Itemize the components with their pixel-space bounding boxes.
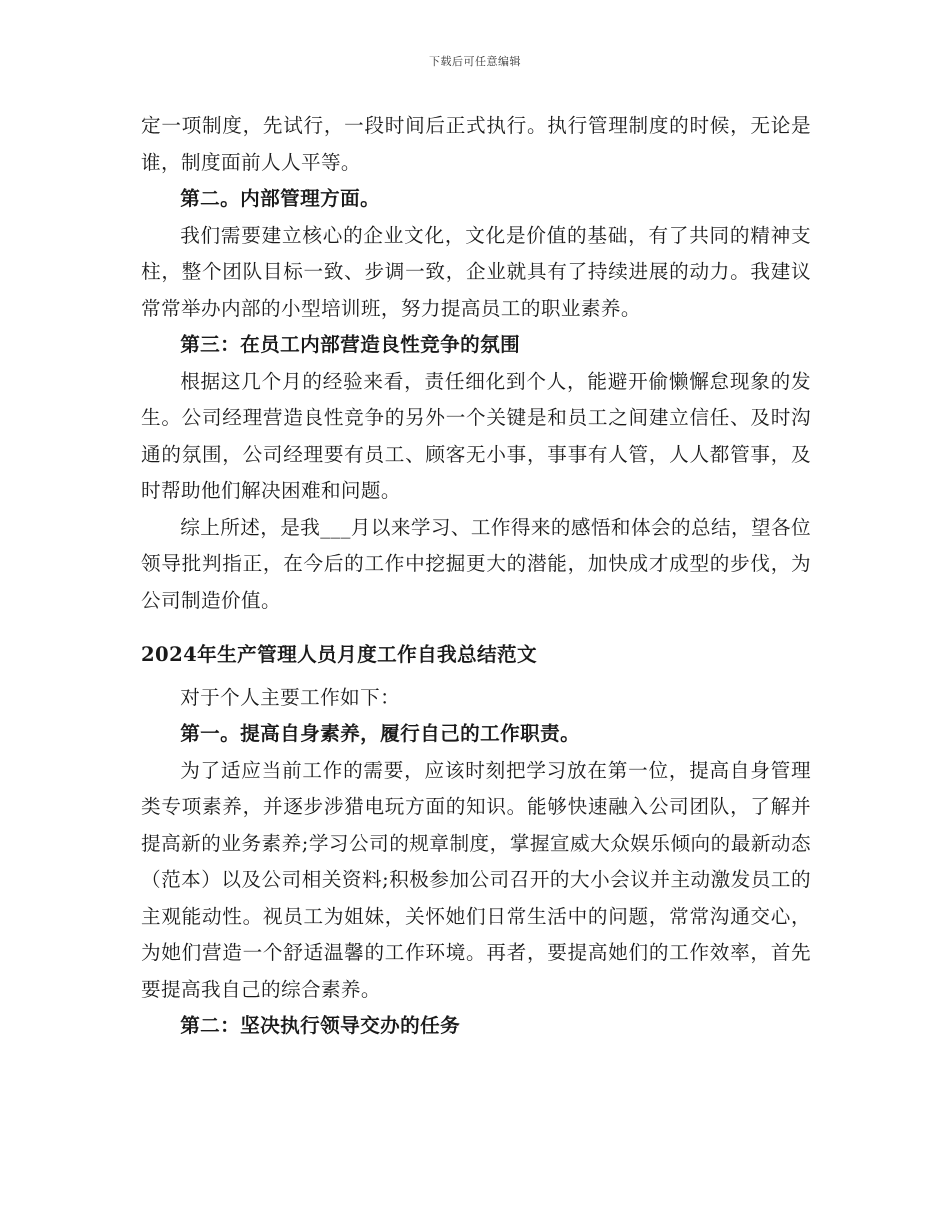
paragraph: 为了适应当前工作的需要，应该时刻把学习放在第一位，提高自身管理类专项素养，并逐步涉猎电玩方面的知识。能够快速融入公司团队，了解并提高新的业务素养;学习公司的规章制度，掌握宣威大众娱乐倾向的最新动态（范本）以及公司相关资料;积极参加公司召开的大小会议并主动激发员工的主观能动性。视员工为姐妹，关怀她们日常生活中的问题，常常沟通交心，为她们营造一个舒适温馨的工作环境。再者，要提高她们的工作效率，首先要提高我自己的综合素养。 xyxy=(141,758,811,1001)
paragraph: 定一项制度，先试行，一段时间后正式执行。执行管理制度的时候，无论是谁，制度面前人人平等。 xyxy=(141,114,811,174)
section-heading: 第三：在员工内部营造良性竞争的氛围 xyxy=(180,333,521,356)
document-body xyxy=(141,108,811,1045)
section-heading: 第一。提高自身素养，履行自己的工作职责。 xyxy=(180,722,581,745)
section-heading: 第二：坚决执行领导交办的任务 xyxy=(180,1014,461,1037)
document-title: 2024年生产管理人员月度工作自我总结范文 xyxy=(141,643,538,666)
paragraph: 对于个人主要工作如下： xyxy=(180,685,401,709)
paragraph: 综上所述，是我___月以来学习、工作得来的感悟和体会的总结，望各位领导批判指正，在今后的工作中挖掘更大的潜能，加快成才成型的步伐，为公司制造价值。 xyxy=(141,515,811,612)
paragraph: 根据这几个月的经验来看，责任细化到个人，能避开偷懒懈怠现象的发生。公司经理营造良性竞争的另外一个关键是和员工之间建立信任、及时沟通的氛围，公司经理要有员工、顾客无小事，事事有人管，人人都管事，及时帮助他们解决困难和问题。 xyxy=(141,369,811,502)
page-header: 下载后可任意编辑 xyxy=(429,55,521,68)
section-heading: 第二。内部管理方面。 xyxy=(180,187,381,210)
paragraph: 我们需要建立核心的企业文化，文化是价值的基础，有了共同的精神支柱，整个团队目标一致、步调一致，企业就具有了持续进展的动力。我建议常常举办内部的小型培训班，努力提高员工的职业素养。 xyxy=(141,223,811,320)
